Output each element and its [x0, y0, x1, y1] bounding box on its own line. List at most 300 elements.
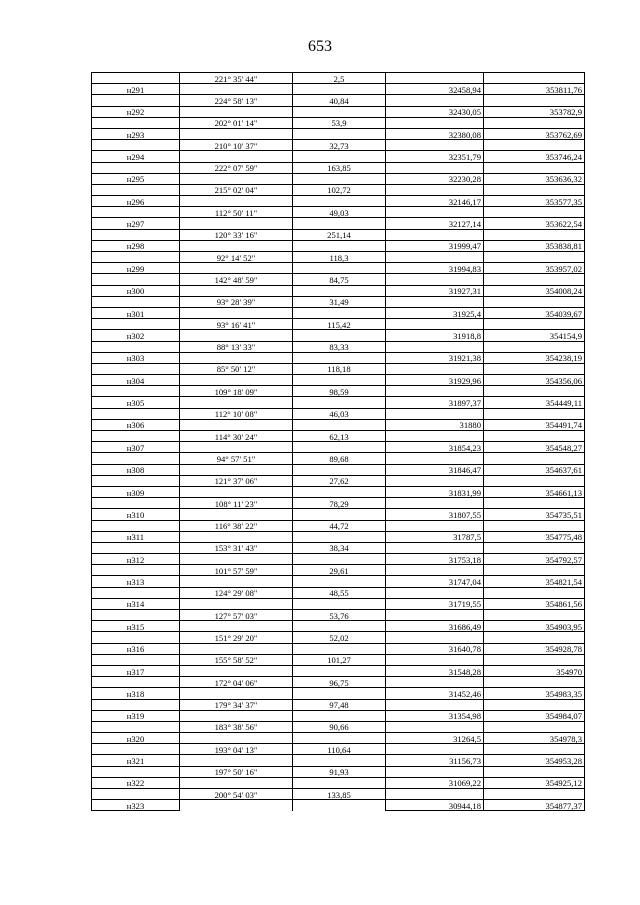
segment-row	[92, 162, 585, 173]
y-cell	[484, 73, 585, 84]
y-cell: 354661,13	[484, 486, 585, 497]
angle-cell: 112° 10' 08"	[180, 408, 293, 419]
point-cell	[92, 386, 180, 397]
point-cell	[92, 117, 180, 128]
point-cell: н303	[92, 352, 180, 363]
segment-row	[92, 386, 585, 397]
length-cell: 32,73	[293, 140, 386, 151]
segment-row	[92, 95, 585, 106]
point-row	[92, 755, 585, 766]
y-cell	[484, 453, 585, 464]
point-cell: н292	[92, 106, 180, 117]
x-cell	[386, 587, 484, 598]
y-cell	[484, 386, 585, 397]
x-cell: 32430,05	[386, 106, 484, 117]
point-row	[92, 330, 585, 341]
segment-row	[92, 677, 585, 688]
y-cell	[484, 542, 585, 553]
angle-cell: 183° 38' 56"	[180, 721, 293, 732]
point-row	[92, 554, 585, 565]
length-cell	[293, 733, 386, 744]
length-cell: 251,14	[293, 229, 386, 240]
point-row	[92, 397, 585, 408]
y-cell: 354903,95	[484, 621, 585, 632]
y-cell: 353782,9	[484, 106, 585, 117]
y-cell	[484, 475, 585, 486]
length-cell	[293, 263, 386, 274]
angle-cell: 224° 58' 13"	[180, 95, 293, 106]
x-cell	[386, 498, 484, 509]
x-cell: 31927,31	[386, 285, 484, 296]
x-cell: 31918,8	[386, 330, 484, 341]
segment-row	[92, 587, 585, 598]
length-cell	[293, 665, 386, 676]
x-cell: 32230,28	[386, 173, 484, 184]
point-row	[92, 173, 585, 184]
y-cell: 354039,67	[484, 307, 585, 318]
segment-row	[92, 632, 585, 643]
x-cell: 30944,18	[386, 800, 484, 811]
point-row	[92, 151, 585, 162]
y-cell: 354928,78	[484, 643, 585, 654]
x-cell	[386, 744, 484, 755]
point-cell: н317	[92, 665, 180, 676]
point-cell	[92, 363, 180, 374]
segment-row	[92, 431, 585, 442]
x-cell: 32458,94	[386, 84, 484, 95]
point-row	[92, 777, 585, 788]
angle-cell	[180, 352, 293, 363]
y-cell: 354970	[484, 665, 585, 676]
point-cell	[92, 453, 180, 464]
angle-cell: 142° 48' 59"	[180, 274, 293, 285]
point-cell	[92, 498, 180, 509]
point-cell	[92, 296, 180, 307]
y-cell: 353577,35	[484, 196, 585, 207]
point-row	[92, 419, 585, 430]
x-cell: 31999,47	[386, 240, 484, 251]
point-cell: н311	[92, 531, 180, 542]
y-cell	[484, 632, 585, 643]
angle-cell: 222° 07' 59"	[180, 162, 293, 173]
point-row	[92, 464, 585, 475]
y-cell	[484, 744, 585, 755]
point-row	[92, 196, 585, 207]
length-cell: 133,85	[293, 789, 386, 800]
angle-cell: 88° 13' 33"	[180, 341, 293, 352]
y-cell: 354238,19	[484, 352, 585, 363]
y-cell: 354008,24	[484, 285, 585, 296]
angle-cell	[180, 576, 293, 587]
segment-row	[92, 610, 585, 621]
y-cell: 354449,11	[484, 397, 585, 408]
y-cell: 354735,51	[484, 509, 585, 520]
y-cell: 354637,61	[484, 464, 585, 475]
segment-row	[92, 766, 585, 777]
point-cell: н298	[92, 240, 180, 251]
point-row	[92, 442, 585, 453]
length-cell	[293, 173, 386, 184]
x-cell	[386, 520, 484, 531]
point-cell: н306	[92, 419, 180, 430]
point-row	[92, 621, 585, 632]
segment-row	[92, 252, 585, 263]
point-cell: н304	[92, 375, 180, 386]
angle-cell: 109° 18' 09"	[180, 386, 293, 397]
length-cell: 53,9	[293, 117, 386, 128]
segment-row	[92, 140, 585, 151]
angle-cell	[180, 240, 293, 251]
length-cell	[293, 352, 386, 363]
angle-cell: 172° 04' 06"	[180, 677, 293, 688]
angle-cell	[180, 777, 293, 788]
angle-cell	[180, 106, 293, 117]
y-cell: 354983,35	[484, 688, 585, 699]
point-cell	[92, 252, 180, 263]
point-cell: н323	[92, 800, 180, 811]
segment-row	[92, 229, 585, 240]
y-cell	[484, 363, 585, 374]
segment-row	[92, 341, 585, 352]
length-cell	[293, 196, 386, 207]
coordinates-table	[91, 72, 585, 811]
x-cell	[386, 319, 484, 330]
segment-row	[92, 654, 585, 665]
x-cell	[386, 789, 484, 800]
y-cell: 354925,12	[484, 777, 585, 788]
length-cell	[293, 330, 386, 341]
point-cell	[92, 587, 180, 598]
point-row	[92, 218, 585, 229]
x-cell: 31747,04	[386, 576, 484, 587]
y-cell	[484, 587, 585, 598]
point-cell	[92, 408, 180, 419]
y-cell	[484, 498, 585, 509]
y-cell: 353746,24	[484, 151, 585, 162]
y-cell	[484, 431, 585, 442]
angle-cell: 114° 30' 24"	[180, 431, 293, 442]
y-cell	[484, 184, 585, 195]
y-cell	[484, 319, 585, 330]
y-cell: 354978,3	[484, 733, 585, 744]
point-cell	[92, 699, 180, 710]
point-cell: н301	[92, 307, 180, 318]
length-cell: 118,3	[293, 252, 386, 263]
point-cell: н296	[92, 196, 180, 207]
angle-cell: 121° 37' 06"	[180, 475, 293, 486]
point-row	[92, 84, 585, 95]
point-cell: н299	[92, 263, 180, 274]
x-cell: 31854,23	[386, 442, 484, 453]
y-cell: 354775,48	[484, 531, 585, 542]
point-cell	[92, 431, 180, 442]
point-cell	[92, 162, 180, 173]
angle-cell	[180, 509, 293, 520]
point-row	[92, 576, 585, 587]
x-cell: 31452,46	[386, 688, 484, 699]
point-cell	[92, 610, 180, 621]
x-cell	[386, 766, 484, 777]
point-cell: н307	[92, 442, 180, 453]
y-cell: 353957,02	[484, 263, 585, 274]
angle-cell	[180, 486, 293, 497]
point-cell	[92, 520, 180, 531]
length-cell	[293, 285, 386, 296]
point-cell	[92, 789, 180, 800]
x-cell	[386, 117, 484, 128]
y-cell: 353636,32	[484, 173, 585, 184]
angle-cell	[180, 397, 293, 408]
point-cell: н291	[92, 84, 180, 95]
segment-row	[92, 498, 585, 509]
length-cell	[293, 777, 386, 788]
angle-cell: 193° 04' 13"	[180, 744, 293, 755]
angle-cell	[180, 196, 293, 207]
point-cell	[92, 341, 180, 352]
x-cell	[386, 699, 484, 710]
coordinates-table-body	[92, 73, 585, 811]
x-cell	[386, 610, 484, 621]
point-cell: н295	[92, 173, 180, 184]
length-cell: 110,64	[293, 744, 386, 755]
x-cell	[386, 431, 484, 442]
segment-row	[92, 296, 585, 307]
point-row	[92, 486, 585, 497]
point-row	[92, 665, 585, 676]
length-cell	[293, 151, 386, 162]
y-cell	[484, 520, 585, 531]
length-cell: 83,33	[293, 341, 386, 352]
y-cell: 354792,57	[484, 554, 585, 565]
y-cell: 354861,56	[484, 598, 585, 609]
x-cell: 31719,55	[386, 598, 484, 609]
y-cell	[484, 408, 585, 419]
length-cell	[293, 106, 386, 117]
x-cell	[386, 632, 484, 643]
y-cell: 353838,81	[484, 240, 585, 251]
point-cell	[92, 654, 180, 665]
x-cell: 31994,83	[386, 263, 484, 274]
angle-cell: 92° 14' 52"	[180, 252, 293, 263]
x-cell	[386, 95, 484, 106]
length-cell	[293, 710, 386, 721]
point-row	[92, 352, 585, 363]
length-cell: 38,34	[293, 542, 386, 553]
segment-row	[92, 274, 585, 285]
x-cell	[386, 677, 484, 688]
point-row	[92, 733, 585, 744]
y-cell	[484, 296, 585, 307]
angle-cell	[180, 307, 293, 318]
x-cell: 31831,99	[386, 486, 484, 497]
length-cell: 96,75	[293, 677, 386, 688]
angle-cell	[180, 285, 293, 296]
point-cell: н319	[92, 710, 180, 721]
segment-row	[92, 453, 585, 464]
angle-cell	[180, 263, 293, 274]
angle-cell: 93° 16' 41"	[180, 319, 293, 330]
x-cell	[386, 386, 484, 397]
length-cell	[293, 375, 386, 386]
point-row	[92, 710, 585, 721]
x-cell	[386, 363, 484, 374]
angle-cell	[180, 218, 293, 229]
y-cell	[484, 610, 585, 621]
y-cell	[484, 789, 585, 800]
length-cell	[293, 397, 386, 408]
x-cell: 31921,38	[386, 352, 484, 363]
point-cell	[92, 565, 180, 576]
length-cell	[293, 598, 386, 609]
point-cell	[92, 274, 180, 285]
x-cell	[386, 341, 484, 352]
point-cell: н312	[92, 554, 180, 565]
angle-cell	[180, 710, 293, 721]
length-cell: 49,03	[293, 207, 386, 218]
x-cell	[386, 453, 484, 464]
point-cell: н316	[92, 643, 180, 654]
point-row	[92, 285, 585, 296]
angle-cell	[180, 375, 293, 386]
x-cell	[386, 184, 484, 195]
x-cell: 31897,37	[386, 397, 484, 408]
angle-cell: 116° 38' 22"	[180, 520, 293, 531]
point-cell: н314	[92, 598, 180, 609]
y-cell	[484, 162, 585, 173]
length-cell	[293, 486, 386, 497]
point-row	[92, 128, 585, 139]
y-cell: 354953,28	[484, 755, 585, 766]
angle-cell	[180, 419, 293, 430]
point-cell	[92, 73, 180, 84]
y-cell	[484, 766, 585, 777]
angle-cell: 153° 31' 43"	[180, 542, 293, 553]
point-cell	[92, 229, 180, 240]
x-cell: 31686,49	[386, 621, 484, 632]
point-cell: н308	[92, 464, 180, 475]
angle-cell: 127° 57' 03"	[180, 610, 293, 621]
x-cell: 31929,96	[386, 375, 484, 386]
segment-row	[92, 721, 585, 732]
x-cell: 31069,22	[386, 777, 484, 788]
y-cell: 354356,06	[484, 375, 585, 386]
point-row	[92, 240, 585, 251]
point-cell	[92, 184, 180, 195]
length-cell: 40,84	[293, 95, 386, 106]
segment-row	[92, 744, 585, 755]
point-cell	[92, 721, 180, 732]
angle-cell: 210° 10' 37"	[180, 140, 293, 151]
x-cell	[386, 542, 484, 553]
length-cell: 31,49	[293, 296, 386, 307]
x-cell: 31880	[386, 419, 484, 430]
point-cell: н313	[92, 576, 180, 587]
point-cell	[92, 766, 180, 777]
angle-cell	[180, 442, 293, 453]
y-cell: 354821,54	[484, 576, 585, 587]
length-cell	[293, 464, 386, 475]
x-cell: 31925,4	[386, 307, 484, 318]
x-cell: 32127,14	[386, 218, 484, 229]
length-cell: 84,75	[293, 274, 386, 285]
x-cell	[386, 274, 484, 285]
angle-cell	[180, 800, 293, 811]
x-cell: 31548,28	[386, 665, 484, 676]
y-cell	[484, 117, 585, 128]
angle-cell	[180, 755, 293, 766]
angle-cell: 124° 29' 08"	[180, 587, 293, 598]
angle-cell	[180, 531, 293, 542]
point-cell	[92, 319, 180, 330]
length-cell	[293, 509, 386, 520]
length-cell: 46,03	[293, 408, 386, 419]
angle-cell	[180, 733, 293, 744]
length-cell	[293, 576, 386, 587]
angle-cell: 120° 33' 16"	[180, 229, 293, 240]
segment-row	[92, 363, 585, 374]
y-cell: 354491,74	[484, 419, 585, 430]
x-cell	[386, 207, 484, 218]
length-cell	[293, 755, 386, 766]
angle-cell	[180, 464, 293, 475]
angle-cell: 151° 29' 20"	[180, 632, 293, 643]
length-cell: 98,59	[293, 386, 386, 397]
length-cell: 52,02	[293, 632, 386, 643]
length-cell	[293, 84, 386, 95]
length-cell: 101,27	[293, 654, 386, 665]
length-cell: 44,72	[293, 520, 386, 531]
x-cell	[386, 654, 484, 665]
x-cell: 31807,55	[386, 509, 484, 520]
x-cell: 31640,78	[386, 643, 484, 654]
point-cell: н300	[92, 285, 180, 296]
segment-row	[92, 699, 585, 710]
length-cell	[293, 688, 386, 699]
angle-cell: 112° 50' 11"	[180, 207, 293, 218]
y-cell	[484, 699, 585, 710]
x-cell	[386, 73, 484, 84]
angle-cell	[180, 151, 293, 162]
length-cell	[293, 218, 386, 229]
y-cell	[484, 341, 585, 352]
point-cell	[92, 542, 180, 553]
x-cell	[386, 475, 484, 486]
point-cell: н302	[92, 330, 180, 341]
y-cell: 353762,69	[484, 128, 585, 139]
length-cell	[293, 442, 386, 453]
angle-cell	[180, 688, 293, 699]
x-cell	[386, 408, 484, 419]
segment-row	[92, 207, 585, 218]
angle-cell: 108° 11' 23"	[180, 498, 293, 509]
length-cell: 29,61	[293, 565, 386, 576]
y-cell	[484, 565, 585, 576]
page-number: 653	[308, 38, 332, 55]
point-cell: н320	[92, 733, 180, 744]
length-cell	[293, 128, 386, 139]
y-cell	[484, 721, 585, 732]
point-row	[92, 375, 585, 386]
point-cell: н293	[92, 128, 180, 139]
angle-cell	[180, 554, 293, 565]
angle-cell	[180, 330, 293, 341]
length-cell	[293, 621, 386, 632]
length-cell	[293, 419, 386, 430]
x-cell	[386, 140, 484, 151]
point-cell	[92, 744, 180, 755]
x-cell: 32351,79	[386, 151, 484, 162]
segment-row	[92, 542, 585, 553]
